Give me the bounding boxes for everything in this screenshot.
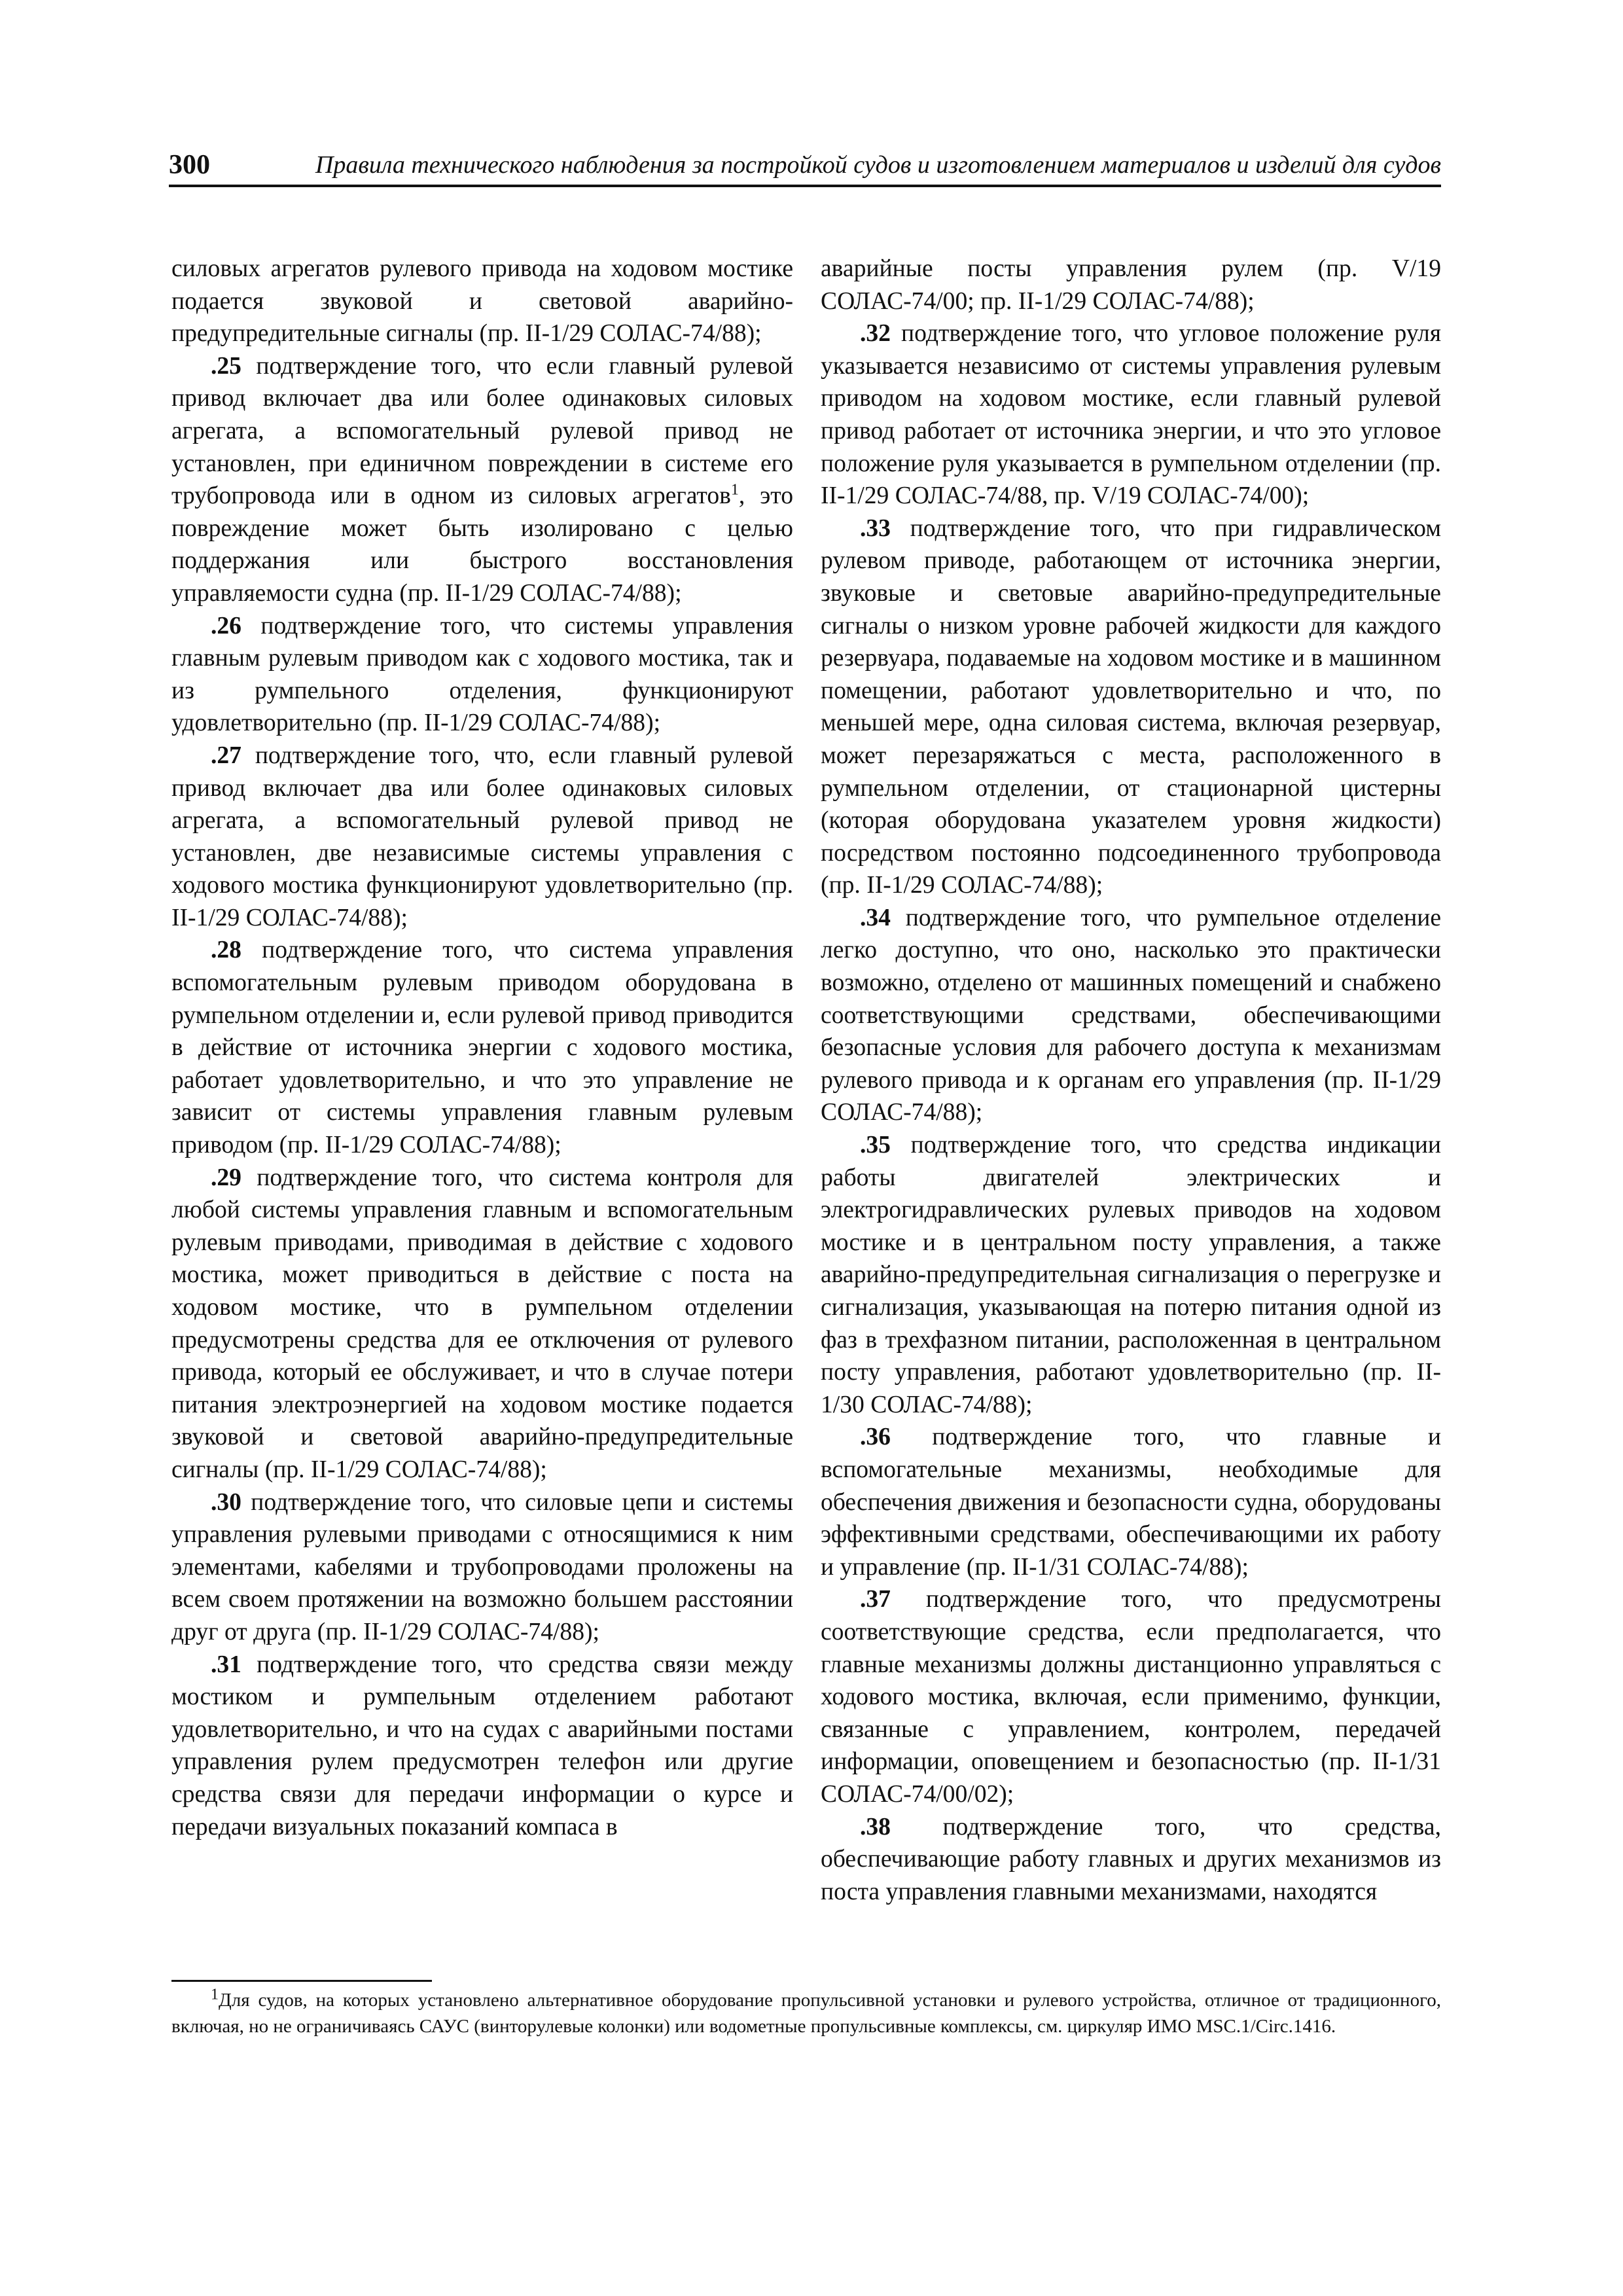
paragraph-item-28 bbox=[171, 934, 793, 1161]
paragraph-text-continued: , это повреждение может быть изолировано с целью поддержания или быстрого восстановления управляемости судна (пр. II-1/29 СОЛАС-74/88); bbox=[171, 482, 793, 607]
paragraph-text: подтверждение того, что система управления вспомогательным рулевым приводом оборудована в румпельном отделении и, если рулевой привод приводится в действие от источника энергии с ходового мостика, работает удовлетворительно, и что это управление не зависит от системы управления главным рулевым приводом (пр. II-1/29 СОЛАС-74/88); bbox=[171, 937, 793, 1159]
paragraph-text: подтверждение того, что при гидравлическом рулевом приводе, работающем от источника энергии, звуковые и световые аварийно-предупредительные сигналы о низком уровне рабочей жидкости для каждого резервуара, подаваемые на ходовом мостике и в машинном помещении, работают удовлетворительно и что, по меньшей мере, одна силовая система, включая резервуар, может перезаряжаться с места, расположенного в румпельном отделении, от стационарной цистерны (которая оборудована указателем уровня жидкости) посредством постоянно подсоединенного трубопровода (пр. II-1/29 СОЛАС-74/88); bbox=[821, 514, 1441, 899]
paragraph-item-36 bbox=[821, 1421, 1441, 1583]
paragraph-text: подтверждение того, что предусмотрены соответствующие средства, если предполагается, что главные механизмы должны дистанционно управляться с ходового мостика, включая, если применимо, функции, связанные с управлением, контролем, передачей информации, оповещением и безопасностью (пр. II-1/31 СОЛАС-74/00/02); bbox=[821, 1586, 1441, 1808]
footnote bbox=[171, 1987, 1441, 2039]
item-number: .29 bbox=[211, 1164, 241, 1191]
paragraph-text: аварийные посты управления рулем (пр. V/19 СОЛАС-74/00; пр. II-1/29 СОЛАС-74/88); bbox=[821, 255, 1441, 315]
item-number: .36 bbox=[860, 1424, 891, 1451]
item-number: .33 bbox=[860, 514, 891, 542]
paragraph-text: подтверждение того, что если главный рулевой привод включает два или более одинаковых силовых агрегата, а вспомогательный рулевой привод не установлен, при единичном повреждении в системе его трубопровода или в одном из силовых агрегатов bbox=[171, 352, 793, 510]
page-number: 300 bbox=[169, 150, 210, 180]
paragraph-item-34 bbox=[821, 902, 1441, 1129]
item-number: .34 bbox=[860, 904, 891, 931]
paragraph-item-27 bbox=[171, 740, 793, 935]
item-number: .37 bbox=[860, 1586, 891, 1613]
paragraph-item-35 bbox=[821, 1129, 1441, 1421]
paragraph-text: подтверждение того, что средства индикации работы двигателей электрических и электрогидравлических рулевых приводов на ходовом мостике и в центральном посту управления, а также аварийно-предупредительная сигнализация о перегрузке и сигнализация, указывающая на потерю питания одной из фаз в трехфазном питании, расположенная в центральном посту управления, работают удовлетворительно (пр. II-1/30 СОЛАС-74/88); bbox=[821, 1132, 1441, 1418]
paragraph-text: подтверждение того, что средства связи между мостиком и румпельным отделением работают удовлетворительно, и что на судах с аварийными постами управления рулем предусмотрен телефон или другие средства связи для передачи информации о курсе и передачи визуальных показаний компаса в bbox=[171, 1651, 793, 1840]
paragraph-text: подтверждение того, что румпельное отделение легко доступно, что оно, насколько это практически возможно, отделено от машинных помещений и снабжено соответствующими средствами, обеспечивающими безопасные условия для рабочего доступа к механизмам рулевого привода и к органам его управления (пр. II-1/29 СОЛАС-74/88); bbox=[821, 904, 1441, 1126]
left-column bbox=[171, 253, 793, 1843]
item-number: .30 bbox=[211, 1488, 241, 1516]
paragraph-text: подтверждение того, что средства, обеспечивающие работу главных и других механизмов из поста управления главными механизмами, находятся bbox=[821, 1813, 1441, 1905]
item-number: .28 bbox=[211, 937, 241, 964]
paragraph-item-32 bbox=[821, 317, 1441, 512]
paragraph-continuation bbox=[171, 253, 793, 350]
paragraph-item-37 bbox=[821, 1583, 1441, 1810]
paragraph-item-30 bbox=[171, 1486, 793, 1649]
item-number: .38 bbox=[860, 1813, 891, 1840]
paragraph-text: силовых агрегатов рулевого привода на ходовом мостике подается звуковой и световой аварийно-предупредительные сигналы (пр. II-1/29 СОЛАС-74/88); bbox=[171, 255, 793, 348]
paragraph-item-31 bbox=[171, 1649, 793, 1844]
item-number: .27 bbox=[211, 742, 241, 769]
page-header bbox=[169, 148, 1441, 187]
paragraph-text: подтверждение того, что угловое положение руля указывается независимо от системы управления рулевым приводом на ходовом мостике, если главный рулевой привод работает от источника энергии, и что это угловое положение руля указывается в румпельном отделении (пр. II-1/29 СОЛАС-74/88, пр. V/19 СОЛАС-74/00); bbox=[821, 320, 1441, 510]
item-number: .32 bbox=[860, 320, 891, 348]
footnote-divider bbox=[171, 1980, 432, 1982]
running-title: Правила технического наблюдения за постройкой судов и изготовлением материалов и изделий для судов bbox=[315, 151, 1441, 179]
paragraph-item-38 bbox=[821, 1811, 1441, 1909]
item-number: .31 bbox=[211, 1651, 241, 1678]
item-number: .35 bbox=[860, 1132, 891, 1159]
footnote-text: Для судов, на которых установлено альтернативное оборудование пропульсивной установки и рулевого устройства, отличное от традиционного, включая, но не ограничиваясь САУС (винторулевые колонки) или водометные пропульсивные комплексы, см. циркуляр ИМО MSC.1/Circ.1416. bbox=[171, 1990, 1441, 2037]
paragraph-continuation bbox=[821, 253, 1441, 317]
paragraph-item-25 bbox=[171, 350, 793, 610]
paragraph-text: подтверждение того, что главные и вспомогательные механизмы, необходимые для обеспечения движения и безопасности судна, оборудованы эффективными средствами, обеспечивающими их работу и управление (пр. II-1/31 СОЛАС-74/88); bbox=[821, 1424, 1441, 1581]
item-number: .26 bbox=[211, 612, 241, 639]
footnote-reference: 1 bbox=[730, 481, 739, 499]
footnote-marker: 1 bbox=[211, 1986, 219, 2003]
paragraph-item-26 bbox=[171, 610, 793, 740]
paragraph-item-29 bbox=[171, 1162, 793, 1486]
paragraph-text: подтверждение того, что силовые цепи и системы управления рулевыми приводами с относящимися к ним элементами, кабелями и трубопроводами проложены на всем своем протяжении на возможно большем расстоянии друг от друга (пр. II-1/29 СОЛАС-74/88); bbox=[171, 1488, 793, 1645]
right-column bbox=[821, 253, 1441, 1908]
item-number: .25 bbox=[211, 352, 241, 380]
paragraph-text: подтверждение того, что, если главный рулевой привод включает два или более одинаковых силовых агрегата, а вспомогательный рулевой привод не установлен, две независимые системы управления с ходового мостика функционируют удовлетворительно (пр. II-1/29 СОЛАС-74/88); bbox=[171, 742, 793, 931]
paragraph-text: подтверждение того, что системы управления главным рулевым приводом как с ходового мостика, так и из румпельного отделения, функционируют удовлетворительно (пр. II-1/29 СОЛАС-74/88); bbox=[171, 612, 793, 737]
paragraph-item-33 bbox=[821, 512, 1441, 902]
paragraph-text: подтверждение того, что система контроля для любой системы управления главным и вспомогательным рулевым приводами, приводимая в действие с ходового мостика, может приводиться в действие с поста на ходовом мостике, что в румпельном отделении предусмотрены средства для ее отключения от рулевого привода, который ее обслуживает, и что в случае потери питания электроэнергией на ходовом мостике подается звуковой и световой аварийно-предупредительные сигналы (пр. II-1/29 СОЛАС-74/88); bbox=[171, 1164, 793, 1483]
